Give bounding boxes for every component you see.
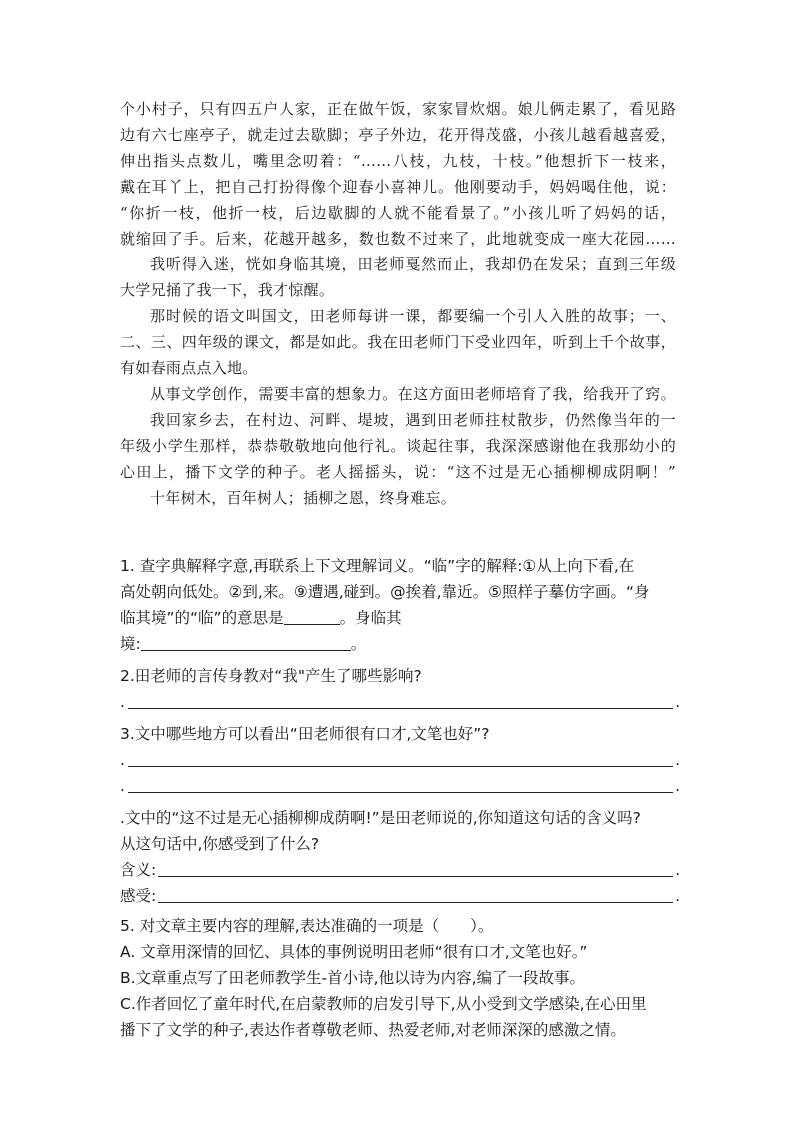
passage-line: 年级小学生那样，恭恭敬敬地向他行礼。谈起往事，我深深感谢他在我那幼小的 [120, 436, 676, 455]
option-a[interactable]: A. 文章用深情的回忆、具体的事例说明田老师“很有口才,文笔也好。” [120, 943, 588, 961]
period-mark: . [675, 777, 680, 795]
feeling-row [120, 883, 680, 909]
passage-line: 个小村子，只有四五户人家，正在做午饭，家家冒炊烟。娘儿俩走累了，看见路 [120, 100, 676, 118]
shen-lin-qi-jing-row [120, 631, 680, 657]
period-mark: . [675, 693, 680, 711]
passage-line: 大学兄捅了我一下，我才惊醒。 [120, 281, 335, 300]
passage-line: 伸出指头点数儿，嘴里念叨着：“……八枝，九枝，十枝。”他想折下一枝来， [120, 151, 676, 170]
question-3: 3.文中哪些地方可以看出“田老师很有口才,文笔也好”? [120, 725, 490, 743]
period-mark: . [675, 887, 680, 905]
question-5: 5. 对文章主要内容的理解,表达准确的一项是（ ）。 [120, 917, 494, 935]
passage-line: 戴在耳丫上，把自己打扮得像个迎春小喜神儿。他刚要动手，妈妈喝住他，说： [120, 177, 676, 196]
question-2: 2.田老师的言传身教对“我"产生了哪些影响? [120, 667, 422, 685]
question-1-line: 1. 查字典解释字意,再联系上下文理解词义。“临”字的解释:①从上向下看,在 [120, 557, 635, 575]
period-mark: 。 [350, 635, 367, 653]
passage-line: 有如春雨点点入地。 [120, 359, 258, 378]
feeling-label: 感受: [120, 887, 157, 905]
question-2-answer-row [120, 689, 680, 715]
meaning-label: 含义: [120, 861, 157, 879]
dot-mark: . [120, 777, 125, 795]
meaning-of-lin-blank[interactable] [284, 606, 340, 625]
dot-mark: . [120, 751, 125, 769]
question-3-answer-line-2[interactable] [128, 774, 673, 793]
question-3-answer-row [120, 773, 680, 799]
period-mark: . [675, 751, 680, 769]
question-3-answer-line-1[interactable] [128, 748, 673, 767]
passage-line: 从事文学创作，需要丰富的想象力。在这方面田老师培育了我，给我开了窍。 [150, 384, 676, 403]
option-b[interactable]: B.文章重点写了田老师教学生-首小诗,他以诗为内容,编了一段故事。 [120, 969, 586, 987]
period-mark: . [675, 861, 680, 879]
question-1-line: 高处朝向低处。②到,来。⑨遭遇,碰到。@挨着,靠近。⑤照样子摹仿字画。“身 [120, 583, 650, 601]
passage-line: 那时候的语文叫国文，田老师每讲一课，都要编一个引人入胜的故事；一、 [150, 307, 676, 326]
passage-line: 我听得入迷，恍如身临其境，田老师戛然而止，我却仍在发呆；直到三年级 [150, 255, 676, 274]
option-c-line[interactable]: 播下了文学的种子,表达作者尊敬老师、热爱老师,对老师深深的感激之情。 [120, 1021, 626, 1039]
passage-line: 二、三、四年级的课文，都是如此。我在田老师门下受业四年，听到上千个故事， [120, 333, 676, 352]
question-1-answer-row [120, 605, 680, 631]
passage-line: 十年树木，百年树人；插柳之恩，终身难忘。 [150, 488, 457, 507]
question-3-answer-row [120, 747, 680, 773]
meaning-answer-line[interactable] [158, 858, 673, 877]
passage-line: 心田上，播下文学的种子。老人摇摇头，说：“这不过是无心插柳柳成阴啊！” [120, 462, 676, 481]
passage-line: 就缩回了手。后来，花越开越多，数也数不过来了，此地就变成一座大花园…… [120, 229, 676, 248]
passage-line: 我回家乡去，在村边、河畔、堤坡，遇到田老师拄杖散步，仍然像当年的一 [150, 410, 676, 429]
questions-section [120, 553, 680, 1043]
meaning-row [120, 857, 680, 883]
dot-mark: . [120, 693, 125, 711]
question-2-answer-line[interactable] [128, 690, 673, 709]
passage-line: “你折一枝，他折一枝，后边歇脚的人就不能看景了。”小孩儿听了妈妈的话， [120, 203, 676, 222]
passage-line: 边有六七座亭子，就走过去歇脚；亭子外边，花开得茂盛，小孩儿越看越喜爱， [120, 125, 676, 144]
reading-passage [120, 97, 676, 512]
question-4-line: 从这句话中,你感受到了什么? [120, 835, 320, 853]
question-1-prompt-end: 。身临其 [339, 609, 402, 627]
question-1-prompt: 临其境”的“临”的意思是 [120, 609, 284, 627]
shen-lin-qi-jing-blank[interactable] [141, 632, 351, 651]
question-4-line: .文中的“这不过是无心插柳柳成荫啊!”是田老师说的,你知道这句话的含义吗? [120, 809, 641, 827]
option-c-line[interactable]: C.作者回忆了童年时代,在启蒙教师的启发引导下,从小受到文学感染,在心田里 [120, 995, 647, 1013]
jing-label: 境: [120, 635, 141, 653]
feeling-answer-line[interactable] [158, 884, 673, 903]
